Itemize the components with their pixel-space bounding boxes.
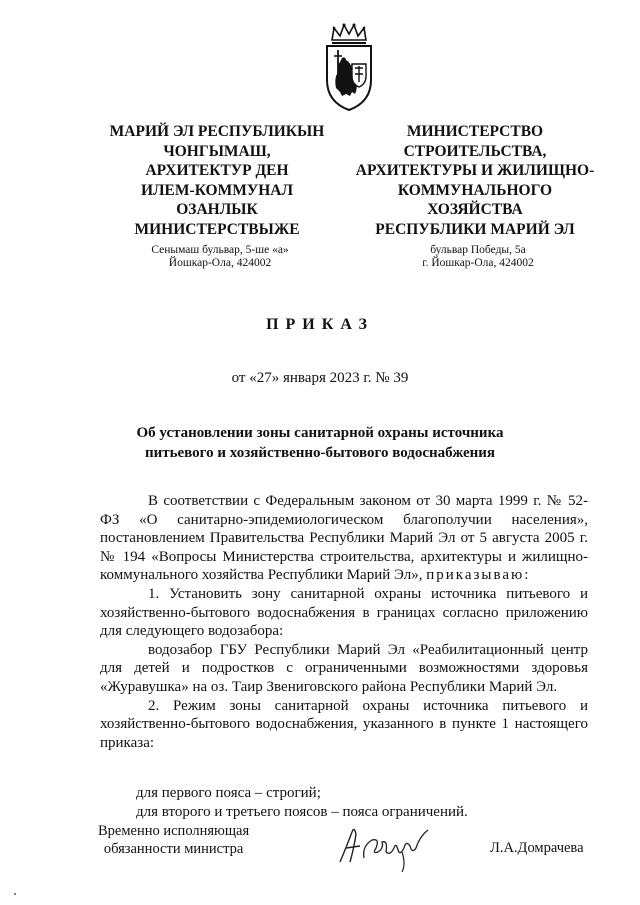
handwritten-signature (332, 818, 442, 874)
ministry-name-mari-line: ИЛЕМ-КОММУНАЛ (140, 181, 294, 199)
ministry-name-russian-line: РЕСПУБЛИКИ МАРИЙ ЭЛ (375, 220, 575, 238)
preamble-paragraph (100, 492, 588, 585)
item-1-object-paragraph: водозабор ГБУ Республики Марий Эл «Реабилитационный центр для детей и подростков с ограниченными возможностями здоровья «Журавушка» на оз. Таир Звениговского района Республики Марий Эл. (100, 641, 588, 695)
order-subject-line: питьевого и хозяйственно-бытового водоснабжения (144, 445, 496, 461)
signer-position (98, 822, 249, 858)
ministry-name-russian-line: ХОЗЯЙСТВА (427, 201, 523, 218)
ministry-name-russian-line: МИНИСТЕРСТВО (406, 123, 544, 140)
ministry-name-mari-line: ОЗАНЛЫК (176, 201, 258, 218)
ministry-name-mari-line: АРХИТЕКТУР ДЕН (145, 162, 289, 179)
address-mari (120, 244, 320, 270)
ministry-name-russian (338, 122, 612, 239)
address-line: Сенымаш бульвар, 5-ше «а» (151, 244, 289, 256)
ministry-name-russian-line: АРХИТЕКТУРЫ И ЖИЛИЩНО- (355, 162, 595, 179)
order-title: ПРИКАЗ (266, 316, 374, 333)
address-russian (380, 244, 576, 270)
item-2-paragraph: 2. Режим зоны санитарной охраны источника питьевого и хозяйственно-бытового водоснабжения, указанного в пункте 1 настоящего приказа: (100, 697, 588, 751)
scan-speck (14, 893, 16, 895)
regime-second-third-belts: для второго и третьего поясов – пояса ограничений. (136, 803, 468, 820)
ministry-name-mari-line: МИНИСТЕРСТВЫЖЕ (134, 220, 300, 238)
order-body (100, 492, 588, 822)
regime-first-belt: для первого пояса – строгий; (136, 785, 321, 802)
address-line: г. Йошкар-Ола, 424002 (422, 257, 534, 269)
coat-of-arms-emblem (322, 22, 376, 112)
order-date-number: от «27» января 2023 г. № 39 (231, 370, 409, 386)
item-1-paragraph: 1. Установить зону санитарной охраны источника питьевого и хозяйственно-бытового водоснабжения в границах согласно приложению для следующего водозабора: (100, 585, 588, 640)
ministry-name-mari-line: МАРИЙ ЭЛ РЕСПУБЛИКЫН (109, 123, 325, 140)
ministry-name-russian-line: СТРОИТЕЛЬСТВА, (403, 142, 547, 160)
address-line: бульвар Победы, 5а (430, 244, 526, 256)
signer-name: Л.А.Домрачева (490, 840, 584, 856)
ministry-name-mari-line: ЧОНГЫМАШ, (163, 142, 271, 160)
ministry-name-russian-line: КОММУНАЛЬНОГО (397, 181, 553, 199)
signer-position-line: Временно исполняющая (98, 823, 250, 839)
signer-position-line: обязанности министра (103, 841, 244, 857)
order-word: приказываю: (426, 567, 531, 584)
preamble-text: В соответствии с Федеральным законом от 30 марта 1999 г. № 52-ФЗ «О санитарно-эпидемиологическом благополучии населения», постановлением Правительства Республики Марий Эл от 5 августа 2005 г. № 194 «Вопросы Министерства строительства, архитектуры и жилищно-коммунального хозяйства Республики Марий Эл», (100, 493, 588, 584)
ministry-name-mari (92, 122, 342, 239)
address-line: Йошкар-Ола, 424002 (168, 257, 272, 269)
order-subject (60, 423, 580, 463)
order-subject-line: Об установлении зоны санитарной охраны источника (136, 425, 504, 441)
